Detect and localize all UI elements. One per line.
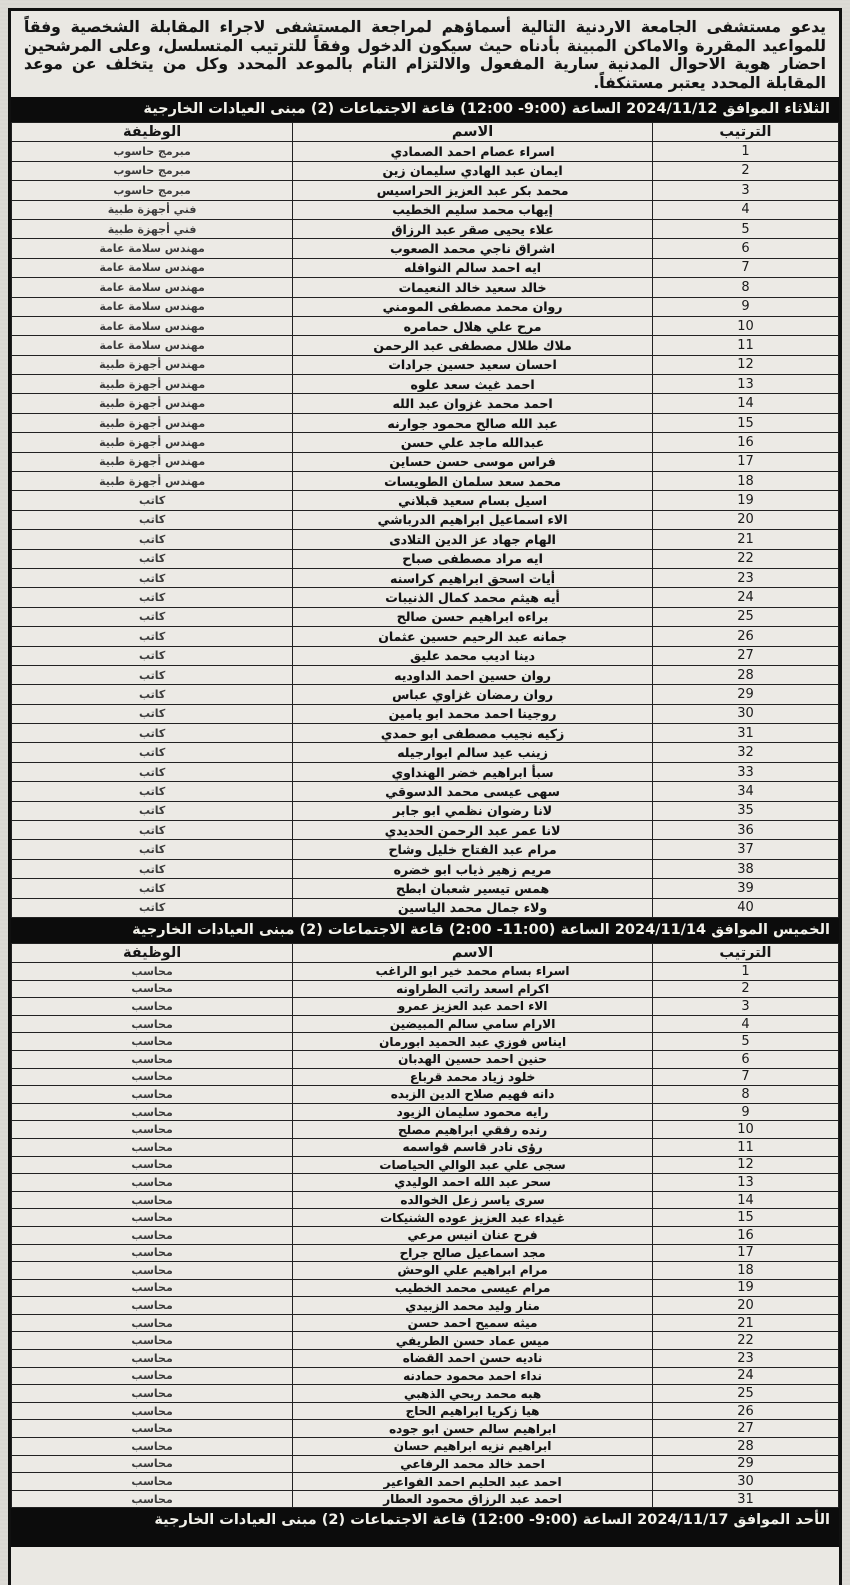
name-cell: الهام جهاد عز الدين التلادى [293,530,653,549]
order-cell: 20 [652,510,838,529]
job-cell: كاتب [12,821,293,840]
order-cell: 10 [652,1121,838,1139]
order-cell: 7 [652,1068,838,1086]
name-cell: أيه هيثم محمد كمال الذنيبات [293,588,653,607]
job-cell: كاتب [12,530,293,549]
job-cell: مهندس أجهزة طبية [12,433,293,452]
order-cell: 28 [652,665,838,684]
table-row [12,840,839,859]
name-cell: همس تيسير شعبان ابطح [293,879,653,898]
order-cell: 15 [652,1209,838,1227]
table-row [12,879,839,898]
table-row [12,297,839,316]
job-cell: كاتب [12,491,293,510]
job-cell: كاتب [12,588,293,607]
job-cell: كاتب [12,607,293,626]
name-cell: غيداء عبد العزيز عوده الشنيكات [293,1209,653,1227]
table-row [12,510,839,529]
job-cell: مهندس سلامة عامة [12,258,293,277]
order-cell: 29 [652,1455,838,1473]
name-cell: احسان سعيد حسين جرادات [293,355,653,374]
name-cell: روان حسين احمد الداوديه [293,665,653,684]
order-cell: 12 [652,355,838,374]
name-cell: سهى عيسى محمد الدسوقي [293,782,653,801]
name-cell: أيات اسحق ابراهيم كراسنه [293,568,653,587]
table-row [12,258,839,277]
name-cell: هبه محمد ربحي الذهبي [293,1385,653,1403]
order-cell: 22 [652,1332,838,1350]
table-row [12,336,839,355]
name-cell: دينا اديب محمد عليق [293,646,653,665]
job-cell: كاتب [12,762,293,781]
column-header-order: الترتيب [652,944,838,963]
table-row [12,1473,839,1491]
job-cell: مهندس سلامة عامة [12,336,293,355]
name-cell: ملاك طلال مصطفى عبد الرحمن [293,336,653,355]
name-cell: عبدالله ماجد علي حسن [293,433,653,452]
table-row [12,316,839,335]
job-cell: محاسب [12,1138,293,1156]
table-row [12,1402,839,1420]
name-cell: احمد عبد الرزاق محمود العطار [293,1490,653,1508]
table-row [12,549,839,568]
order-cell: 15 [652,413,838,432]
table-row [12,1138,839,1156]
job-cell: محاسب [12,998,293,1016]
name-cell: ابراهيم سالم حسن ابو جوده [293,1420,653,1438]
job-cell: كاتب [12,549,293,568]
name-cell: رايه محمود سليمان الزيود [293,1103,653,1121]
name-cell: ميثه سميح احمد حسن [293,1314,653,1332]
order-cell: 17 [652,452,838,471]
table-row [12,1297,839,1315]
name-cell: اسراء عصام احمد الصمادي [293,142,653,161]
order-cell: 2 [652,980,838,998]
job-cell: محاسب [12,1015,293,1033]
order-cell: 1 [652,142,838,161]
name-cell: رنده رفقي ابراهيم مصلح [293,1121,653,1139]
name-cell: ايمان عبد الهادي سليمان زين [293,161,653,180]
order-cell: 23 [652,1350,838,1368]
order-cell: 21 [652,530,838,549]
job-cell: محاسب [12,1332,293,1350]
name-cell: سبأ ابراهيم خضر الهنداوي [293,762,653,781]
job-cell: محاسب [12,980,293,998]
order-cell: 24 [652,588,838,607]
table-row [12,1490,839,1508]
name-cell: احمد خالد محمد الرفاعي [293,1455,653,1473]
order-cell: 23 [652,568,838,587]
table-row [12,219,839,238]
order-cell: 11 [652,336,838,355]
job-cell: كاتب [12,898,293,917]
order-cell: 16 [652,433,838,452]
order-cell: 33 [652,762,838,781]
job-cell: فني أجهزة طبية [12,219,293,238]
order-cell: 26 [652,627,838,646]
table-row [12,181,839,200]
name-cell: مريم زهير ذياب ابو خضره [293,859,653,878]
order-cell: 14 [652,1191,838,1209]
job-cell: كاتب [12,743,293,762]
name-cell: الاء اسماعيل ابراهيم الدرباشي [293,510,653,529]
order-cell: 25 [652,1385,838,1403]
name-cell: اسراء بسام محمد خير ابو الراغب [293,963,653,981]
job-cell: كاتب [12,665,293,684]
job-cell: كاتب [12,646,293,665]
column-header-row [12,944,839,963]
order-cell: 31 [652,724,838,743]
intro-paragraph: يدعو مستشفى الجامعة الاردنية التالية أسماؤهم لمراجعة المستشفى لاجراء المقابلة الشخصية وفقاً للمواعيد المقررة والاماكن المبينة بأدناه حيث سيكون الدخول وفقاً للترتيب المتسلسل، وعلى المرشحين احضار هوية الاحوال المدنية سارية المفعول والالتزام التام بالموعد المحدد وكل من يتخلف عن موعد المقابلة المحدد يعتبر مستنكفاً. [24,18,826,92]
name-cell: حنين احمد حسين الهدبان [293,1050,653,1068]
order-cell: 27 [652,646,838,665]
job-cell: كاتب [12,704,293,723]
table-row [12,782,839,801]
table-row [12,278,839,297]
column-header-job: الوظيفة [12,944,293,963]
order-cell: 1 [652,963,838,981]
order-cell: 27 [652,1420,838,1438]
order-cell: 14 [652,394,838,413]
order-cell: 9 [652,1103,838,1121]
schedule-table-tuesday [11,122,839,918]
name-cell: سجى علي عبد الوالي الحياصات [293,1156,653,1174]
order-cell: 13 [652,1174,838,1192]
order-cell: 26 [652,1402,838,1420]
job-cell: كاتب [12,685,293,704]
table-row [12,1420,839,1438]
job-cell: محاسب [12,963,293,981]
job-cell: محاسب [12,1438,293,1456]
job-cell: محاسب [12,1314,293,1332]
order-cell: 38 [652,859,838,878]
order-cell: 17 [652,1244,838,1262]
table-row [12,743,839,762]
name-cell: زكيه نجيب مصطفى ابو حمدي [293,724,653,743]
order-cell: 36 [652,821,838,840]
table-row [12,1262,839,1280]
job-cell: مبرمج حاسوب [12,161,293,180]
order-cell: 21 [652,1314,838,1332]
name-cell: ابراهيم نزيه ابراهيم حسان [293,1438,653,1456]
job-cell: محاسب [12,1226,293,1244]
table-row [12,413,839,432]
job-cell: محاسب [12,1297,293,1315]
order-cell: 20 [652,1297,838,1315]
order-cell: 13 [652,375,838,394]
order-cell: 2 [652,161,838,180]
name-cell: لانا عمر عبد الرحمن الحديدي [293,821,653,840]
name-cell: علاء يحيى صقر عبد الرزاق [293,219,653,238]
name-cell: هيا زكريا ابراهيم الحاج [293,1402,653,1420]
order-cell: 40 [652,898,838,917]
job-cell: محاسب [12,1385,293,1403]
name-cell: جمانه عبد الرحيم حسين عثمان [293,627,653,646]
name-cell: احمد عبد الحليم احمد الفواعير [293,1473,653,1491]
job-cell: محاسب [12,1279,293,1297]
order-cell: 30 [652,1473,838,1491]
job-cell: مهندس أجهزة طبية [12,355,293,374]
job-cell: مهندس أجهزة طبية [12,413,293,432]
name-cell: خلود زياد محمد قرباع [293,1068,653,1086]
table-row [12,1068,839,1086]
name-cell: فراس موسى حسن حساين [293,452,653,471]
table-row [12,472,839,491]
order-cell: 18 [652,1262,838,1280]
order-cell: 25 [652,607,838,626]
table-row [12,980,839,998]
table-row [12,1244,839,1262]
table-row [12,1385,839,1403]
name-cell: مرح علي هلال حمامره [293,316,653,335]
order-cell: 3 [652,998,838,1016]
table-row [12,394,839,413]
name-cell: ميس عماد حسن الطريفي [293,1332,653,1350]
name-cell: براءه ابراهيم حسن صالح [293,607,653,626]
order-cell: 10 [652,316,838,335]
name-cell: روان رمضان غزاوي عباس [293,685,653,704]
order-cell: 34 [652,782,838,801]
order-cell: 12 [652,1156,838,1174]
order-cell: 6 [652,1050,838,1068]
column-header-job: الوظيفة [12,123,293,142]
job-cell: مهندس أجهزة طبية [12,375,293,394]
job-cell: مبرمج حاسوب [12,181,293,200]
job-cell: محاسب [12,1121,293,1139]
name-cell: لانا رضوان نظمي ابو جابر [293,801,653,820]
table-row [12,665,839,684]
job-cell: محاسب [12,1367,293,1385]
job-cell: محاسب [12,1402,293,1420]
column-header-row [12,123,839,142]
job-cell: مهندس سلامة عامة [12,316,293,335]
table-row [12,452,839,471]
table-row [12,963,839,981]
name-cell: الاء احمد عبد العزيز عمرو [293,998,653,1016]
column-header-name: الاسم [293,944,653,963]
name-cell: نداء احمد محمود حمادنه [293,1367,653,1385]
order-cell: 39 [652,879,838,898]
order-cell: 16 [652,1226,838,1244]
job-cell: محاسب [12,1191,293,1209]
table-row [12,1226,839,1244]
job-cell: محاسب [12,1033,293,1051]
name-cell: رؤى نادر قاسم قواسمه [293,1138,653,1156]
table-row [12,1191,839,1209]
table-row [12,239,839,258]
name-cell: روجينا احمد محمد ابو يامين [293,704,653,723]
name-cell: روان محمد مصطفى المومني [293,297,653,316]
name-cell: مرام عيسى محمد الخطيب [293,1279,653,1297]
table-row [12,1156,839,1174]
order-cell: 35 [652,801,838,820]
table-row [12,1050,839,1068]
name-cell: مرام ابراهيم علي الوحش [293,1262,653,1280]
order-cell: 30 [652,704,838,723]
job-cell: مهندس أجهزة طبية [12,452,293,471]
name-cell: خالد سعيد خالد النعيمات [293,278,653,297]
name-cell: اشراق ناجي محمد الصعوب [293,239,653,258]
table-row [12,161,839,180]
table-row [12,491,839,510]
table-row [12,859,839,878]
order-cell: 9 [652,297,838,316]
table-row [12,607,839,626]
document-frame [8,8,842,1585]
job-cell: محاسب [12,1103,293,1121]
table-row [12,762,839,781]
job-cell: محاسب [12,1473,293,1491]
table-row [12,1103,839,1121]
table-row [12,821,839,840]
table-row [12,1174,839,1192]
name-cell: احمد محمد غزوان عبد الله [293,394,653,413]
name-cell: زينب عيد سالم ابوارجيله [293,743,653,762]
job-cell: فني أجهزة طبية [12,200,293,219]
schedule-table-thursday [11,943,839,1508]
table-row [12,724,839,743]
job-cell: كاتب [12,782,293,801]
table-row [12,646,839,665]
session-header-bar-sunday: الأحد الموافق 2024/11/17 الساعة (9:00- 12:00) قاعة الاجتماعات (2) مبنى العيادات الخارجية [11,1508,839,1547]
table-row [12,704,839,723]
table-row [12,142,839,161]
job-cell: كاتب [12,801,293,820]
job-cell: كاتب [12,627,293,646]
table-row [12,433,839,452]
order-cell: 29 [652,685,838,704]
table-row [12,898,839,917]
job-cell: محاسب [12,1244,293,1262]
job-cell: مبرمج حاسوب [12,142,293,161]
order-cell: 24 [652,1367,838,1385]
job-cell: محاسب [12,1156,293,1174]
table-row [12,998,839,1016]
order-cell: 7 [652,258,838,277]
table-row [12,1455,839,1473]
job-cell: محاسب [12,1455,293,1473]
order-cell: 28 [652,1438,838,1456]
order-cell: 5 [652,1033,838,1051]
table-row [12,1033,839,1051]
name-cell: ايه احمد سالم النوافله [293,258,653,277]
name-cell: دانه فهيم صلاح الدين الزبده [293,1086,653,1104]
table-row [12,375,839,394]
table-row [12,1314,839,1332]
name-cell: اكرام اسعد راتب الطراونه [293,980,653,998]
column-header-order: الترتيب [652,123,838,142]
name-cell: سرى ياسر زعل الخوالده [293,1191,653,1209]
table-row [12,530,839,549]
order-cell: 22 [652,549,838,568]
order-cell: 37 [652,840,838,859]
job-cell: مهندس أجهزة طبية [12,394,293,413]
order-cell: 19 [652,1279,838,1297]
column-header-name: الاسم [293,123,653,142]
name-cell: ناديه حسن احمد القضاه [293,1350,653,1368]
name-cell: اسيل بسام سعيد قبلاني [293,491,653,510]
name-cell: محمد سعد سلمان الطويسات [293,472,653,491]
job-cell: كاتب [12,840,293,859]
order-cell: 31 [652,1490,838,1508]
name-cell: الارام سامي سالم المبيضين [293,1015,653,1033]
table-row [12,685,839,704]
session-header-bar-thursday: الخميس الموافق 2024/11/14 الساعة (11:00- 2:00) قاعة الاجتماعات (2) مبنى العيادات الخارجية [11,918,839,943]
job-cell: محاسب [12,1262,293,1280]
name-cell: سحر عبد الله احمد الوليدي [293,1174,653,1192]
table-row [12,627,839,646]
job-cell: مهندس سلامة عامة [12,297,293,316]
order-cell: 19 [652,491,838,510]
table-row [12,1438,839,1456]
table-row [12,200,839,219]
name-cell: مجد اسماعيل صالح جراح [293,1244,653,1262]
table-row [12,1279,839,1297]
job-cell: محاسب [12,1086,293,1104]
job-cell: كاتب [12,859,293,878]
job-cell: محاسب [12,1068,293,1086]
table-row [12,1086,839,1104]
table-row [12,1367,839,1385]
name-cell: منار وليد محمد الزبيدي [293,1297,653,1315]
job-cell: كاتب [12,879,293,898]
job-cell: كاتب [12,724,293,743]
name-cell: احمد غيث سعد علوه [293,375,653,394]
order-cell: 6 [652,239,838,258]
order-cell: 5 [652,219,838,238]
table-row [12,588,839,607]
session-header-bar-tuesday: الثلاثاء الموافق 2024/11/12 الساعة (9:00- 12:00) قاعة الاجتماعات (2) مبنى العيادات الخارجية [11,97,839,122]
job-cell: محاسب [12,1174,293,1192]
order-cell: 3 [652,181,838,200]
job-cell: مهندس أجهزة طبية [12,472,293,491]
order-cell: 18 [652,472,838,491]
name-cell: فرح عنان انيس مرعي [293,1226,653,1244]
table-row [12,1121,839,1139]
table-row [12,1350,839,1368]
table-row [12,1209,839,1227]
table-row [12,1332,839,1350]
name-cell: إيهاب محمد سليم الخطيب [293,200,653,219]
table-row [12,1015,839,1033]
table-row [12,801,839,820]
job-cell: محاسب [12,1209,293,1227]
order-cell: 4 [652,200,838,219]
name-cell: عبد الله صالح محمود جوارنه [293,413,653,432]
job-cell: مهندس سلامة عامة [12,278,293,297]
job-cell: كاتب [12,510,293,529]
order-cell: 8 [652,1086,838,1104]
job-cell: كاتب [12,568,293,587]
order-cell: 11 [652,1138,838,1156]
job-cell: محاسب [12,1490,293,1508]
job-cell: محاسب [12,1420,293,1438]
name-cell: مرام عبد الفتاح خليل وشاح [293,840,653,859]
name-cell: ولاء جمال محمد الياسين [293,898,653,917]
order-cell: 8 [652,278,838,297]
table-row [12,355,839,374]
order-cell: 32 [652,743,838,762]
name-cell: ايه مراد مصطفى صباح [293,549,653,568]
name-cell: ايناس فوزي عبد الحميد ابورمان [293,1033,653,1051]
job-cell: مهندس سلامة عامة [12,239,293,258]
table-row [12,568,839,587]
job-cell: محاسب [12,1350,293,1368]
order-cell: 4 [652,1015,838,1033]
job-cell: محاسب [12,1050,293,1068]
name-cell: محمد بكر عبد العزيز الحراسيس [293,181,653,200]
